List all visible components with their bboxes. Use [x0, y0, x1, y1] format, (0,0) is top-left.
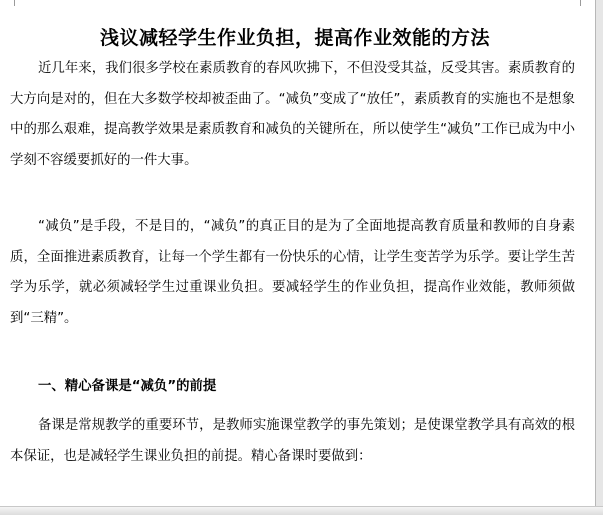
section-heading-lesson-prep: 一、精心备课是“减负”的前提	[38, 379, 217, 394]
margin-mark-top-right	[580, 0, 581, 6]
paragraph-reduce-burden: “减负”是手段，不是目的，“减负”的真正目的是为了全面地提高教育质量和教师的自身素质，全面推进素质教育，让每一个学生都有一份快乐的心情，让学生变苦学为乐学。要让学生苦学为乐学，就必须减轻学生过重课业负担。要减轻学生的作业负担，提高作业效能，教师须做到“三精”。	[10, 219, 575, 326]
horizontal-scrollbar[interactable]	[0, 506, 603, 515]
margin-mark-top-left	[14, 0, 15, 6]
paragraph-lesson-prep: 备课是常规教学的重要环节，是教师实施课堂教学的事先策划；是使课堂教学具有高效的根本保证，也是减轻学生课业负担的前提。精心备课时要做到：	[10, 418, 575, 464]
document-title: 浅议减轻学生作业负担，提高作业效能的方法	[99, 26, 490, 49]
paragraph-intro: 近几年来，我们很多学校在素质教育的春风吹拂下，不但没受其益，反受其害。素质教育的大方向是对的，但在大多数学校却被歪曲了。“减负”变成了“放任”，素质教育的实施也不是想象中的那么艰难，提高教学效果是素质教育和减负的关键所在，所以使学生“减负”工作已成为中小学刻不容缓要抓好的一件大事。	[10, 61, 575, 168]
page-edge	[595, 0, 603, 515]
